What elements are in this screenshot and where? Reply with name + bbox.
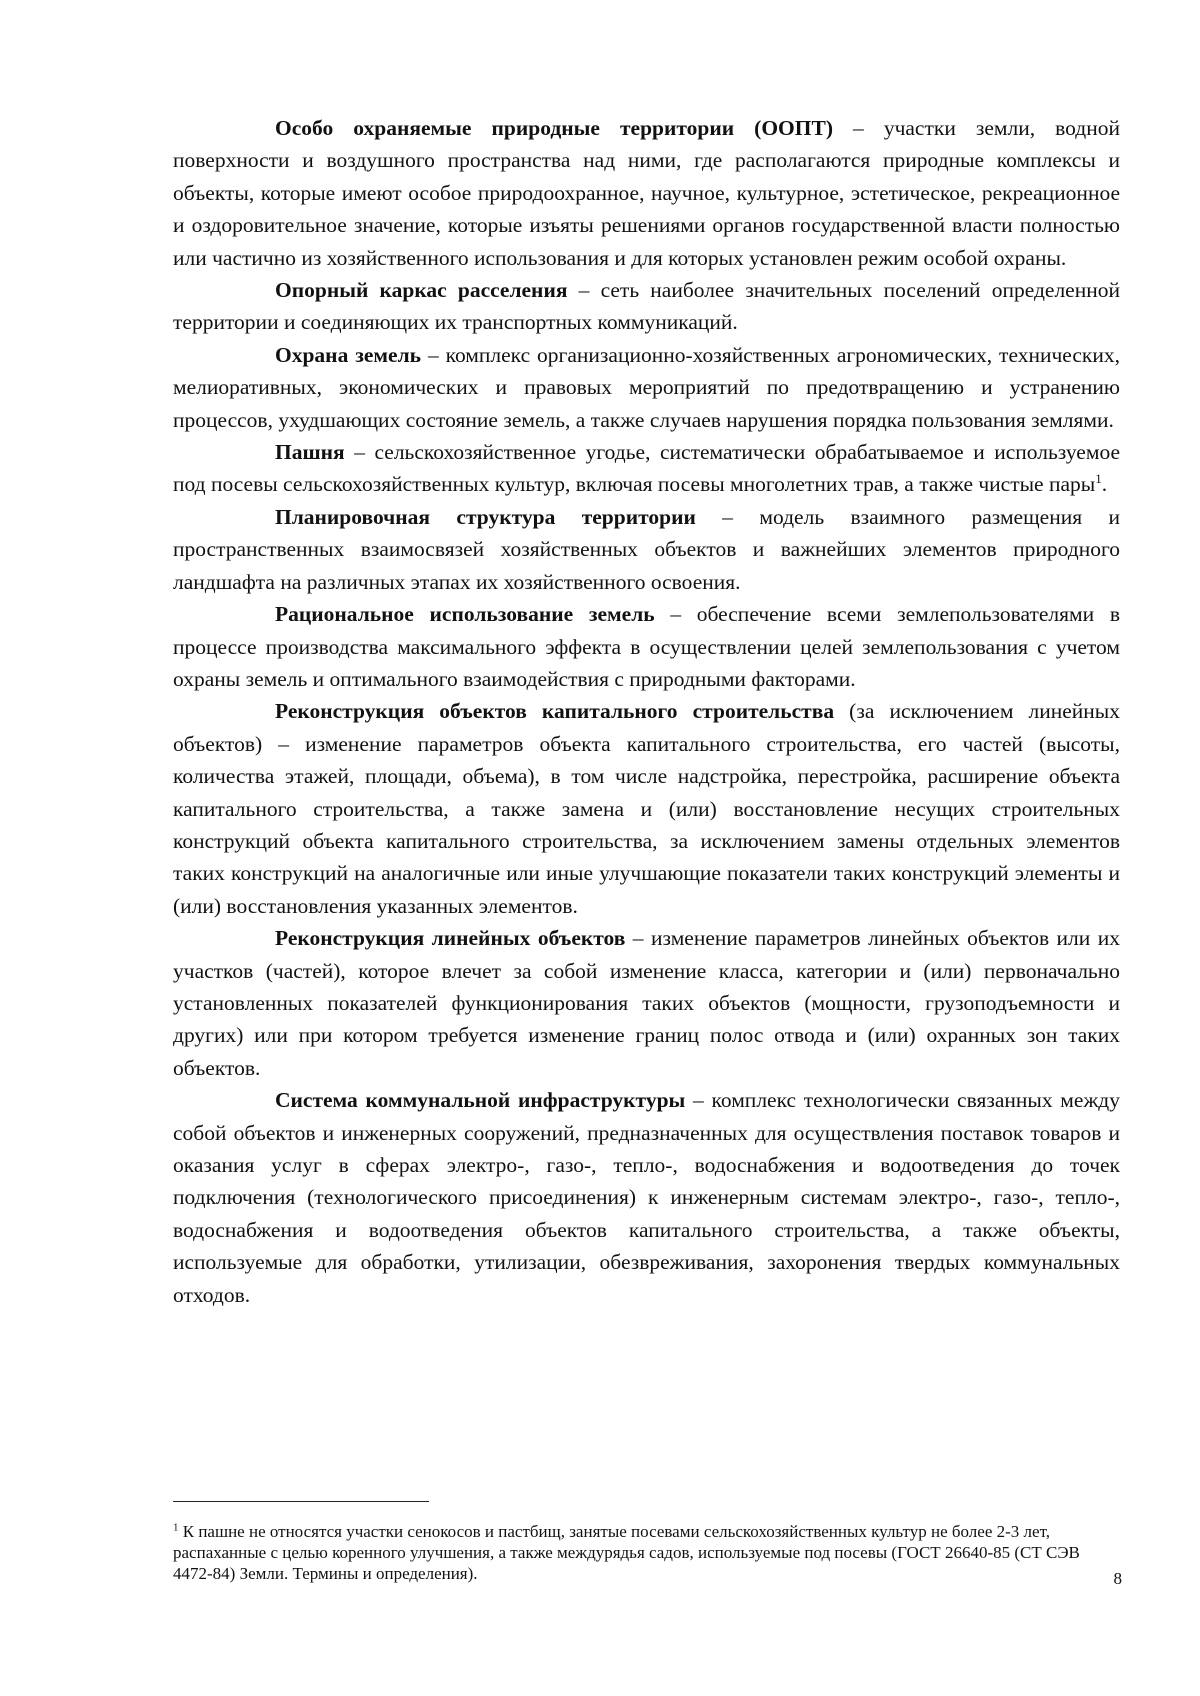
term-definition-end: . [1101, 472, 1108, 497]
glossary-entry-arable-land [173, 436, 1120, 501]
glossary-entry-capital-reconstruction [173, 695, 1120, 922]
term-definition: – комплекс технологически связанных между собой объектов и инженерных сооружений, предназначенных для осуществления поставок товаров и оказания услуг в сферах электро-, газо-, тепло-, водоснабжения и водоотведения до точек подключения (технологического присоединения) к инженерным системам электро-, газо-, тепло-, водоснабжения и водоотведения объектов капитального строительства, а также объекты, используемые для обработки, утилизации, обезвреживания, захоронения твердых коммунальных отходов. [173, 1088, 1120, 1307]
glossary-entry-oopt [173, 112, 1120, 274]
glossary-entry-land-protection [173, 339, 1120, 436]
footnote-marker: 1 [173, 1521, 179, 1534]
glossary-body [173, 112, 1120, 1311]
term-title: Реконструкция объектов капитального строительства [275, 699, 835, 724]
glossary-entry-planning-structure [173, 501, 1120, 598]
footnote-reference[interactable]: 1 [1095, 471, 1102, 487]
term-definition: – участки земли, водной поверхности и воздушного пространства над ними, где располагаются природные комплексы и объекты, которые имеют особое природоохранное, научное, культурное, эстетическое, рекреационное и оздоровительное значение, которые изъяты решениями органов государственной власти полностью или частично из хозяйственного использования и для которых установлен режим особой охраны. [173, 116, 1120, 270]
term-title: Охрана земель [275, 342, 422, 367]
term-title: Особо охраняемые природные территории (ООПТ) [275, 116, 833, 140]
term-definition: – обеспечение всеми землепользователями в процессе производства максимального эффекта в осуществлении целей землепользования с учетом охраны земель и оптимального взаимодействия с природными факторами. [173, 602, 1120, 691]
glossary-entry-linear-reconstruction [173, 922, 1120, 1084]
term-title: Реконструкция линейных объектов [275, 926, 626, 951]
glossary-entry-rational-land-use [173, 598, 1120, 695]
term-definition: – комплекс организационно-хозяйственных агрономических, технических, мелиоративных, экономических и правовых мероприятий по предотвращению и устранению процессов, ухудшающих состояние земель, а также случаев нарушения порядка пользования землями. [173, 342, 1120, 432]
term-title: Планировочная структура территории [275, 504, 696, 529]
footnote [173, 1521, 1120, 1584]
term-definition: – сельскохозяйственное угодье, систематически обрабатываемое и используемое под посевы сельскохозяйственных культур, включая посевы многолетних трав, а также чистые пары [173, 440, 1120, 497]
term-title: Рациональное использование земель [275, 602, 655, 627]
term-title: Пашня [275, 440, 345, 465]
glossary-entry-settlement-framework [173, 274, 1120, 339]
page-number: 8 [1113, 1569, 1122, 1588]
term-definition: (за исключением линейных объектов) – изменение параметров объекта капитального строительства, его частей (высоты, количества этажей, площади, объема), в том числе надстройка, перестройка, расширение объекта капитального строительства, а также замена и (или) восстановление несущих строительных конструкций объекта капитального строительства, за исключением замены отдельных элементов таких конструкций на аналогичные или иные улучшающие показатели таких конструкций элементы и (или) восстановления указанных элементов. [173, 699, 1120, 918]
term-definition: – сеть наиболее значительных поселений определенной территории и соединяющих их транспортных коммуникаций. [173, 278, 1120, 335]
term-title: Система коммунальной инфраструктуры [275, 1088, 686, 1113]
footnote-text: К пашне не относятся участки сенокосов и пастбищ, занятые посевами сельскохозяйственных культур не более 2-3 лет, распаханные с целью коренного улучшения, а также междурядья садов, используемые под посевы (ГОСТ 26640-85 (СТ СЭВ 4472-84) Земли. Термины и определения). [173, 1522, 1080, 1583]
term-definition: – изменение параметров линейных объектов или их участков (частей), которое влечет за собой изменение класса, категории и (или) первоначально установленных показателей функционирования таких объектов (мощности, грузоподъемности и других) или при котором требуется изменение границ полос отвода и (или) охранных зон таких объектов. [173, 926, 1120, 1080]
term-title: Опорный каркас расселения [275, 278, 568, 303]
glossary-entry-utility-infrastructure [173, 1084, 1120, 1311]
term-definition: – модель взаимного размещения и пространственных взаимосвязей хозяйственных объектов и важнейших элементов природного ландшафта на различных этапах их хозяйственного освоения. [173, 504, 1120, 594]
footnote-divider [173, 1501, 429, 1502]
